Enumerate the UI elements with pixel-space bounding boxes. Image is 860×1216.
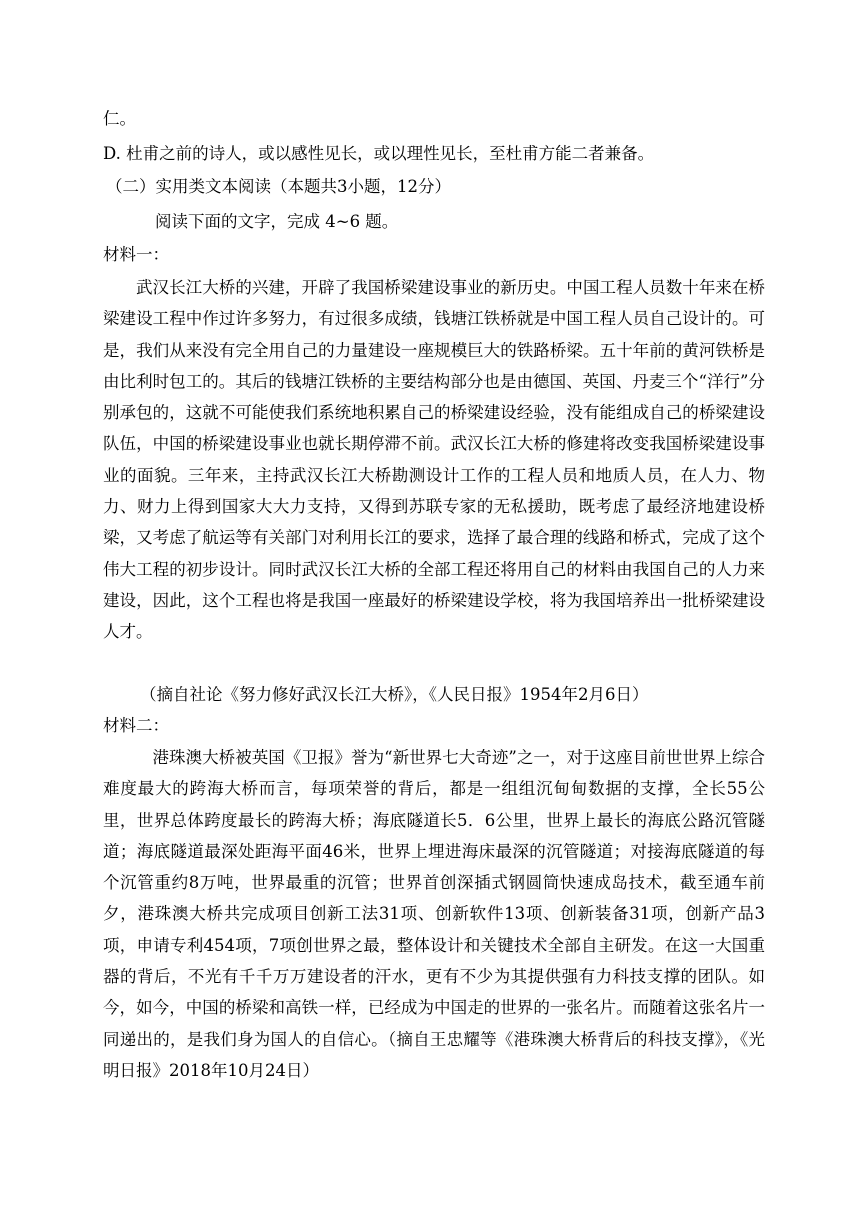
reading-instruction: 阅读下面的文字，完成 4~6 题。: [155, 212, 399, 231]
option-d: D. 杜甫之前的诗人，或以感性见长，或以理性见长，至杜甫方能二者兼备。: [103, 144, 655, 163]
section-title: （二）实用类文本阅读（本题共3小题，12分）: [106, 177, 451, 196]
material-two-paragraph: 港珠澳大桥被英国《卫报》誉为“新世界七大奇迹”之一，对于这座目前世世界上综合难度最大的跨海大桥而言，每项荣誉的背后，都是一组组沉甸甸数据的支撑，全长55公里，世界总体跨度最长的跨海大桥；海底隧道长5．6公里，世界上最长的海底公路沉管隧道；海底隧道最深处距海平面46米，世界上埋进海床最深的沉管隧道；对接海底隧道的每个沉管重约8万吨，世界最重的沉管；世界首创深插式钢圆筒快速成岛技术，截至通车前夕，港珠澳大桥共完成项目创新工法31项、创新软件13项、创新装备31项，创新产品3项，申请专利454项，7项创世界之最，整体设计和关键技术全部自主研发。在这一大国重器的背后，不光有千千万万建设者的汗水，更有不少为其提供强有力科技支撑的团队。如今，如今，中国的桥梁和高铁一样，已经成为中国走的世界的一张名片。而随着这张名片一同递出的，是我们身为国人的自信心。（摘自王忠耀等《港珠澳大桥背后的科技支撑》，《光明日报》2018年10月24日）: [103, 748, 765, 1080]
material-one-source: （摘自社论《努力修好武汉长江大桥》，《人民日报》1954年2月6日）: [140, 685, 649, 704]
material-one-label: 材料一：: [103, 245, 169, 264]
material-two-label: 材料二：: [103, 716, 169, 735]
material-one-paragraph: 武汉长江大桥的兴建，开辟了我国桥梁建设事业的新历史。中国工程人员数十年来在桥梁建设工程中作过许多努力，有过很多成绩，钱塘江铁桥就是中国工程人员自己设计的。可是，我们从来没有完全用自己的力量建设一座规模巨大的铁路桥梁。五十年前的黄河铁桥是由比利时包工的。其后的钱塘江铁桥的主要结构部分也是由德国、英国、丹麦三个“洋行”分别承包的，这就不可能使我们系统地积累自己的桥梁建设经验，没有能组成自己的桥梁建设队伍，中国的桥梁建设事业也就长期停滞不前。武汉长江大桥的修建将改变我国桥梁建设事业的面貌。三年来，主持武汉长江大桥勘测设计工作的工程人员和地质人员，在人力、物力、财力上得到国家大大力支持，又得到苏联专家的无私援助，既考虑了最经济地建设桥梁，又考虑了航运等有关部门对利用长江的要求，选择了最合理的线路和桥式，完成了这个伟大工程的初步设计。同时武汉长江大桥的全部工程还将用自己的材料由我国自己的人力来建设，因此，这个工程也将是我国一座最好的桥梁建设学校，将为我国培养出一批桥梁建设人才。: [103, 278, 765, 642]
material-one-body: [103, 272, 765, 648]
text-line-ren: 仁。: [103, 109, 136, 128]
material-two-body: [103, 742, 765, 1086]
